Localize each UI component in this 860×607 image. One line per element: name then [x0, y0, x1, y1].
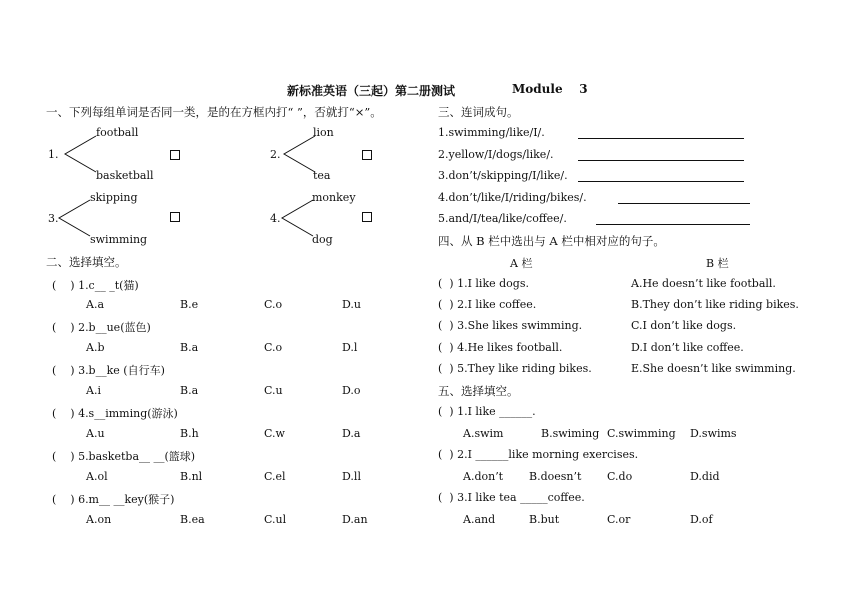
part1-heading: 一、下列每组单词是否同一类，是的在方框内打“ ”，否就打“×”。 — [46, 105, 382, 119]
part2-q5-opt-b[interactable]: B.nl — [180, 470, 203, 483]
part4-b2: B.They don’t like riding bikes. — [631, 298, 799, 311]
part2-q1-opt-c[interactable]: C.o — [264, 298, 283, 311]
part3-q2-answer-line[interactable] — [578, 160, 744, 161]
part2-q5-opt-a[interactable]: A.ol — [86, 470, 108, 483]
part2-q2-opt-d[interactable]: D.l — [342, 341, 358, 354]
part3-heading: 三、连词成句。 — [438, 105, 519, 119]
part2-q4-opt-c[interactable]: C.w — [264, 427, 285, 440]
part4-col-b-header: B 栏 — [706, 257, 729, 270]
part2-q1-opt-a[interactable]: A.a — [86, 298, 104, 311]
part3-q1-answer-line[interactable] — [578, 138, 744, 139]
part2-q5-opt-c[interactable]: C.el — [264, 470, 286, 483]
part5-q3-opt-a[interactable]: A.and — [463, 513, 496, 526]
group4-bracket — [277, 195, 317, 241]
group1-checkbox[interactable] — [170, 150, 180, 160]
part5-q3-opt-d[interactable]: D.of — [690, 513, 713, 526]
part4-a4: ( ) 4.He likes football. — [438, 341, 563, 354]
part3-q3-answer-line[interactable] — [578, 181, 744, 182]
part2-q4-opt-d[interactable]: D.a — [342, 427, 361, 440]
group1-number: 1. — [48, 148, 59, 161]
part5-q3-opt-c[interactable]: C.or — [607, 513, 631, 526]
part5-q2-opt-d[interactable]: D.did — [690, 470, 720, 483]
part2-q6-opt-c[interactable]: C.ul — [264, 513, 287, 526]
group4-number: 4. — [270, 212, 281, 225]
part5-q1-opt-c[interactable]: C.swimming — [607, 427, 676, 440]
part5-q2-opt-b[interactable]: B.doesn’t — [529, 470, 582, 483]
group1-top-word: football — [96, 126, 139, 139]
part2-q2: ( ) 2.b__ue(蓝色) — [52, 321, 151, 334]
part4-b4: D.I don’t like coffee. — [631, 341, 744, 354]
group4-bottom-word: dog — [312, 233, 333, 246]
part2-q2-opt-b[interactable]: B.a — [180, 341, 199, 354]
part4-a2: ( ) 2.I like coffee. — [438, 298, 537, 311]
part3-q2: 2.yellow/I/dogs/like/. — [438, 148, 554, 161]
group3-bottom-word: swimming — [90, 233, 148, 246]
part2-q4-opt-a[interactable]: A.u — [86, 427, 105, 440]
part4-b3: C.I don’t like dogs. — [631, 319, 737, 332]
group2-number: 2. — [270, 148, 281, 161]
part4-heading: 四、从 B 栏中选出与 A 栏中相对应的句子。 — [438, 234, 665, 248]
part2-q2-opt-a[interactable]: A.b — [86, 341, 105, 354]
group3-top-word: skipping — [90, 191, 138, 204]
part2-q1: ( ) 1.c__ _t(猫) — [52, 279, 139, 292]
part2-q6-opt-b[interactable]: B.ea — [180, 513, 205, 526]
part2-q4-opt-b[interactable]: B.h — [180, 427, 199, 440]
part4-a1: ( ) 1.I like dogs. — [438, 277, 529, 290]
part5-q3: ( ) 3.I like tea _____coffee. — [438, 491, 585, 504]
part5-heading: 五、选择填空。 — [438, 384, 519, 398]
part2-q3-opt-a[interactable]: A.i — [86, 384, 101, 397]
part5-q3-opt-b[interactable]: B.but — [529, 513, 560, 526]
part5-q2: ( ) 2.I ______like morning exercises. — [438, 448, 639, 461]
part3-q3: 3.don’t/skipping/I/like/. — [438, 169, 568, 182]
part2-q6-opt-a[interactable]: A.on — [86, 513, 112, 526]
part3-q4: 4.don’t/like/I/riding/bikes/. — [438, 191, 587, 204]
part5-q1-opt-d[interactable]: D.swims — [690, 427, 737, 440]
part3-q1: 1.swimming/like/I/. — [438, 126, 545, 139]
part5-q2-opt-a[interactable]: A.don’t — [463, 470, 504, 483]
part2-q6: ( ) 6.m__ __key(猴子) — [52, 493, 175, 506]
part3-q4-answer-line[interactable] — [618, 203, 750, 204]
part2-q3-opt-b[interactable]: B.a — [180, 384, 199, 397]
module-label: Module 3 — [512, 82, 588, 96]
group4-checkbox[interactable] — [362, 212, 372, 222]
part4-b1: A.He doesn’t like football. — [631, 277, 776, 290]
part2-q2-opt-c[interactable]: C.o — [264, 341, 283, 354]
part2-q6-opt-d[interactable]: D.an — [342, 513, 368, 526]
part2-q3-opt-c[interactable]: C.u — [264, 384, 283, 397]
part4-col-a-header: A 栏 — [510, 257, 533, 270]
part5-q2-opt-c[interactable]: C.do — [607, 470, 633, 483]
part2-heading: 二、选择填空。 — [46, 255, 127, 269]
group3-number: 3. — [48, 212, 59, 225]
page-title: 新标准英语（三起）第二册测试 — [287, 84, 456, 98]
group1-bracket — [60, 131, 100, 177]
part5-q1: ( ) 1.I like ______. — [438, 405, 536, 418]
group2-top-word: lion — [313, 126, 334, 139]
part5-q1-opt-a[interactable]: A.swim — [463, 427, 504, 440]
group2-checkbox[interactable] — [362, 150, 372, 160]
part4-a3: ( ) 3.She likes swimming. — [438, 319, 583, 332]
part2-q1-opt-b[interactable]: B.e — [180, 298, 199, 311]
part2-q5: ( ) 5.basketba__ __(篮球) — [52, 450, 196, 463]
part5-q1-opt-b[interactable]: B.swiming — [541, 427, 600, 440]
part4-a5: ( ) 5.They like riding bikes. — [438, 362, 592, 375]
group3-bracket — [54, 195, 94, 241]
part2-q5-opt-d[interactable]: D.ll — [342, 470, 361, 483]
part3-q5-answer-line[interactable] — [596, 224, 750, 225]
part2-q1-opt-d[interactable]: D.u — [342, 298, 362, 311]
group2-bottom-word: tea — [313, 169, 331, 182]
part4-b5: E.She doesn’t like swimming. — [631, 362, 796, 375]
part2-q3: ( ) 3.b__ke (自行车) — [52, 364, 165, 377]
group3-checkbox[interactable] — [170, 212, 180, 222]
part3-q5: 5.and/I/tea/like/coffee/. — [438, 212, 567, 225]
part2-q3-opt-d[interactable]: D.o — [342, 384, 361, 397]
part2-q4: ( ) 4.s__imming(游泳) — [52, 407, 178, 420]
group4-top-word: monkey — [312, 191, 356, 204]
group1-bottom-word: basketball — [96, 169, 154, 182]
